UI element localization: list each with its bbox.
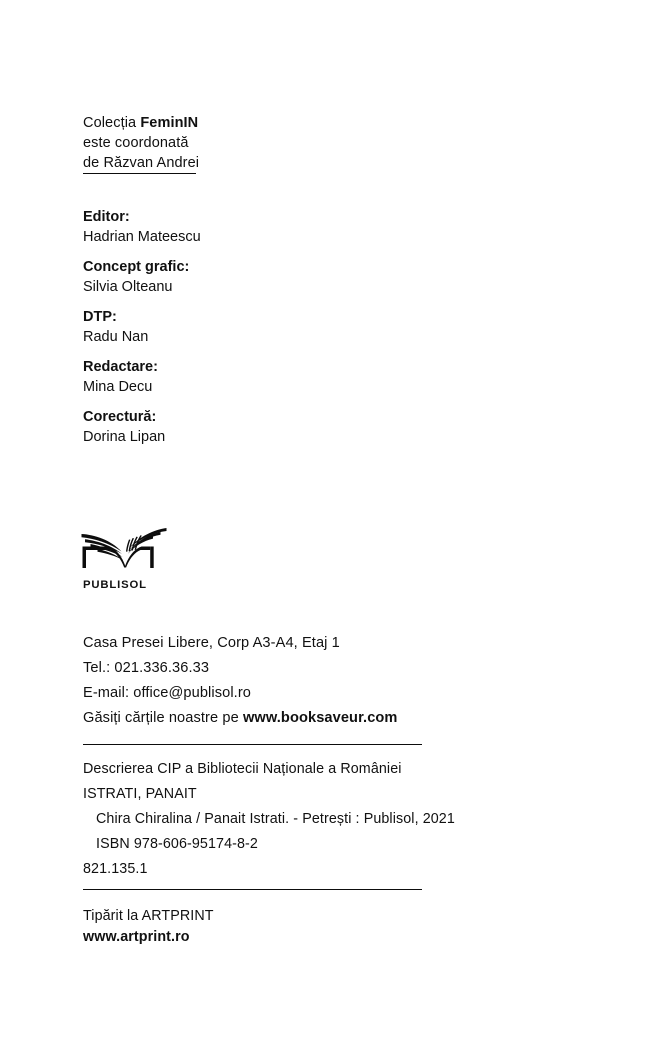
collection-name: FeminIN: [140, 115, 199, 131]
cip-title-line: Chira Chiralina / Panait Istrati. - Petrești : Publisol, 2021: [96, 811, 455, 827]
credit-dtp: [83, 308, 201, 348]
divider-below-cip: [83, 889, 422, 890]
credit-role-label: Concept grafic:: [83, 259, 190, 276]
contact-block: [83, 631, 398, 731]
publisher-website-line: [83, 706, 398, 731]
credit-role-label: Redactare:: [83, 359, 158, 376]
credit-person-name: Mina Decu: [83, 379, 153, 396]
credit-person-name: Silvia Olteanu: [83, 278, 173, 295]
cip-block: [83, 757, 455, 882]
divider-under-collection-note: [83, 173, 196, 174]
printer-website-url[interactable]: www.artprint.ro: [83, 928, 190, 945]
publisher-address: Casa Presei Libere, Corp A3-A4, Etaj 1: [83, 635, 340, 651]
cip-author: ISTRATI, PANAIT: [83, 786, 197, 802]
open-book-with-pages-icon: [80, 526, 172, 574]
printer-name: Tipărit la ARTPRINT: [83, 908, 214, 924]
collection-note-line-3: de Răzvan Andrei: [83, 155, 200, 171]
collection-note-line-2: este coordonată: [83, 135, 189, 151]
cip-classification: 821.135.1: [83, 861, 148, 877]
divider-above-cip: [83, 744, 422, 745]
cip-heading: Descrierea CIP a Bibliotecii Naționale a României: [83, 761, 402, 777]
credit-role-label: Corectură:: [83, 409, 157, 426]
collection-label: Colecția: [83, 115, 141, 131]
credit-graphic-design: [83, 258, 201, 298]
publisher-wordmark: PUBLISOL: [83, 579, 147, 591]
publisher-email: E-mail: office@publisol.ro: [83, 685, 252, 701]
collection-note: [83, 113, 199, 173]
credit-editing: [83, 358, 201, 398]
publisher-phone: Tel.: 021.336.36.33: [83, 660, 210, 676]
credit-person-name: Dorina Lipan: [83, 429, 166, 446]
credit-role-label: Editor:: [83, 209, 130, 225]
credit-role-label: DTP:: [83, 309, 117, 326]
credit-person-name: Hadrian Mateescu: [83, 228, 201, 245]
credits-block: [83, 208, 201, 458]
printer-block: [83, 906, 214, 947]
website-intro-label: Găsiți cărțile noastre pe: [83, 710, 243, 726]
cip-isbn: ISBN 978-606-95174-8-2: [96, 836, 258, 852]
credit-person-name: Radu Nan: [83, 328, 149, 345]
credit-editor: [83, 208, 201, 248]
collection-note-line-1: [83, 113, 199, 133]
publisher-website-url[interactable]: www.booksaveur.com: [242, 710, 398, 726]
credit-proofreading: [83, 408, 201, 448]
